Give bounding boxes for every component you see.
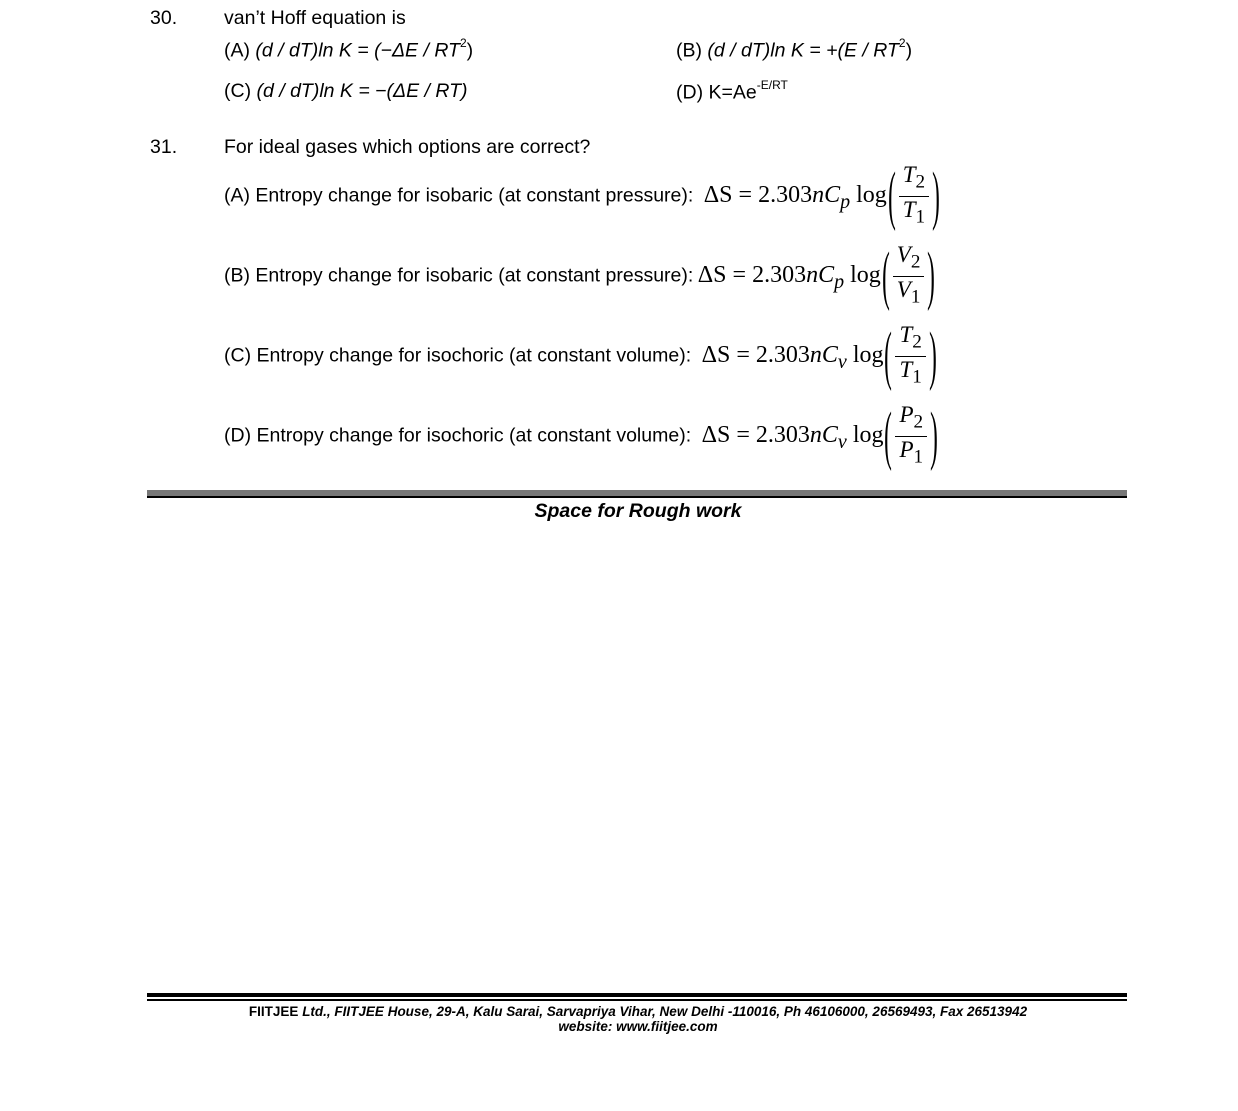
option-label: (A): [224, 39, 250, 62]
option-lhs: (d / dT)ln K =: [707, 39, 821, 62]
heat-capacity-sub: v: [837, 350, 847, 373]
option-label: (B) Entropy change for isobaric (at constant pressure):: [224, 264, 694, 287]
footer-brand: FIITJEE: [248, 1004, 299, 1019]
q30-option-b: [676, 38, 912, 63]
footer-address: [0, 1004, 1238, 1019]
delta-s: ΔS: [701, 341, 731, 368]
q31-option-d: [224, 399, 939, 473]
log: log: [852, 421, 884, 448]
delta-s: ΔS: [697, 261, 727, 288]
log: log: [852, 341, 884, 368]
question-30-stem: van’t Hoff equation is: [224, 7, 406, 29]
heat-capacity: C: [821, 421, 838, 448]
ratio: $\frac{T_2}{T_1}$: [895, 322, 925, 390]
ratio: $\frac{P_2}{P_1}$: [895, 402, 927, 470]
heat-capacity: C: [821, 341, 838, 368]
entropy-formula: $\Delta S = 2.303nC_p$ log( $\frac{T_2}{T_1}$ ): [703, 159, 940, 233]
heat-capacity-sub: p: [834, 270, 845, 293]
option-label: (C) Entropy change for isochoric (at constant volume):: [224, 344, 692, 367]
ratio: $\frac{V_2}{V_1}$: [893, 242, 925, 310]
footer-address-text: Ltd., FIITJEE House, 29-A, Kalu Sarai, Sarvapriya Vihar, New Delhi -110016, Ph 46106000, 26569493, Fax 26513942: [302, 1004, 1028, 1019]
footer-divider: [147, 993, 1127, 1001]
option-label: (D) Entropy change for isochoric (at constant volume):: [224, 424, 692, 447]
rough-work-heading: Space for Rough work: [534, 500, 742, 522]
heat-capacity: C: [824, 181, 841, 208]
option-rhs-sup: 2: [898, 36, 906, 50]
option-label: (D): [676, 81, 704, 104]
equals-coeff: = 2.303: [732, 261, 807, 288]
rough-work-divider: [147, 490, 1127, 498]
q30-option-d: [676, 80, 788, 105]
equals-coeff: = 2.303: [736, 341, 810, 368]
option-lhs: (d / dT)ln K =: [255, 39, 369, 62]
moles: n: [806, 261, 819, 288]
q31-option-c: [224, 319, 938, 393]
entropy-formula: $\Delta S = 2.303nC_p$ log( $\frac{V_2}{V_1}$ ): [697, 239, 936, 313]
option-rhs: +(E / RT: [826, 39, 899, 62]
entropy-formula: $\Delta S = 2.303nC_v$ log( $\frac{P_2}{P_1}$ ): [701, 399, 938, 473]
equals-coeff: = 2.303: [738, 181, 813, 208]
question-31-stem: For ideal gases which options are correct?: [224, 136, 591, 158]
option-rhs: (−ΔE / RT: [374, 39, 460, 62]
q30-option-a: [224, 38, 473, 63]
heat-capacity-sub: p: [840, 190, 851, 213]
log: log: [850, 261, 881, 288]
option-rhs-close: ): [466, 39, 474, 62]
heat-capacity-sub: v: [837, 430, 847, 453]
delta-s: ΔS: [703, 181, 733, 208]
question-31-number: 31.: [150, 136, 178, 158]
q31-option-b: [224, 239, 936, 313]
q31-option-a: [224, 159, 941, 233]
heat-capacity: C: [818, 261, 835, 288]
option-sup: -E/RT: [756, 78, 788, 92]
option-lhs: (d / dT)ln K =: [256, 80, 370, 102]
moles: n: [809, 341, 822, 368]
moles: n: [809, 421, 822, 448]
footer-website: website: www.fiitjee.com: [558, 1019, 718, 1034]
option-label: (B): [676, 39, 702, 62]
equals-coeff: = 2.303: [736, 421, 810, 448]
moles: n: [812, 181, 825, 208]
q30-option-c: [224, 80, 468, 103]
entropy-formula: $\Delta S = 2.303nC_v$ log( $\frac{T_2}{T_1}$ ): [701, 319, 937, 393]
log: log: [856, 181, 887, 208]
option-label: (C): [224, 80, 252, 102]
ratio: $\frac{T_2}{T_1}$: [899, 162, 929, 230]
option-text: K=Ae: [708, 81, 757, 104]
option-label: (A) Entropy change for isobaric (at constant pressure):: [224, 184, 694, 207]
delta-s: ΔS: [701, 421, 731, 448]
option-rhs-sup: 2: [459, 36, 467, 50]
option-rhs: −(ΔE / RT): [375, 80, 468, 102]
option-rhs-close: ): [905, 39, 913, 62]
question-30-number: 30.: [150, 7, 178, 29]
